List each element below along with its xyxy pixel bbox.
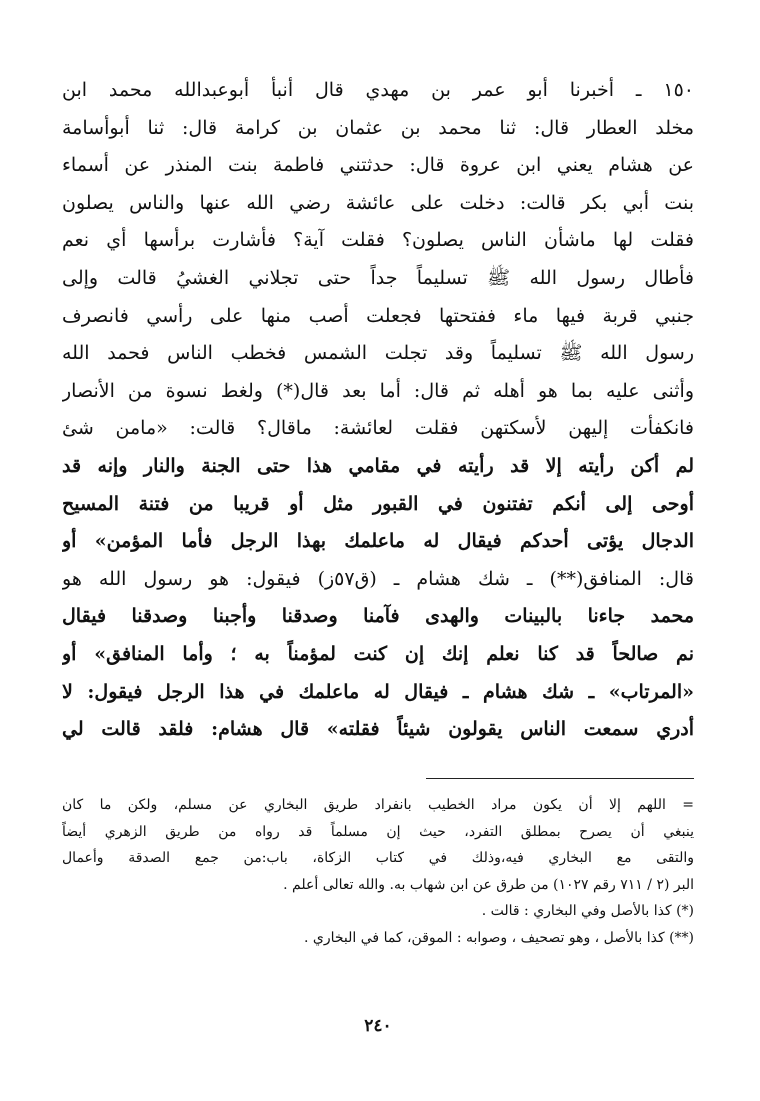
text-line — [62, 222, 694, 260]
text-line — [62, 410, 694, 448]
footnote-line: (*) كذا بالأصل وفي البخاري : قالت . — [481, 903, 694, 919]
line-text: نم صالحاً قد كنا نعلم إنك إن كنت لمؤمناً به ؛ وأما المنافق» أو — [62, 642, 694, 665]
line-text: «المرتاب» ـ شك هشام ـ فيقال له ماعلمك في هذا الرجل فيقول: لا — [62, 680, 694, 703]
text-line — [62, 72, 694, 110]
text-line — [62, 110, 694, 148]
footnote-line: البر (٢ / ٧١١ رقم ١٠٢٧) من طرق عن ابن شهاب به. والله تعالى أعلم . — [283, 876, 694, 893]
text-line — [62, 373, 694, 411]
footnote-line: = اللهم إلا أن يكون مراد الخطيب بانفراد طريق البخاري عن مسلم، ولكن ما كان — [62, 797, 694, 813]
line-text: قال: المنافق(**) ـ شك هشام ـ (ق٥٧ز) فيقول: هو رسول الله هو — [62, 567, 694, 590]
text-line — [62, 298, 694, 336]
line-text: الدجال يؤتى أحدكم فيقال له ماعلمك بهذا الرجل فأما المؤمن» أو — [62, 530, 694, 553]
line-text: جنبي قربة فيها ماء ففتحتها فجعلت أصب منها على رأسي فانصرف — [62, 304, 694, 327]
text-line — [62, 448, 694, 486]
line-text: مخلد العطار قال: ثنا محمد بن عثمان بن كرامة قال: ثنا أبوأسامة — [62, 116, 694, 139]
footnote-line: ينبغي أن يصرح بمطلق التفرد، حيث إن مسلماً قد رواه من طريق الزهري أيضاً — [62, 823, 694, 840]
line-text: فانكفأت إليهن لأسكتهن فقلت لعائشة: ماقال؟ قالت: «مامن شئ — [62, 417, 694, 440]
line-text: عن هشام يعني ابن عروة قال: حدثتني فاطمة بنت المنذر عن أسماء — [62, 154, 694, 177]
line-text: وأثنى عليه بما هو أهله ثم قال: أما بعد قال(*) ولغط نسوة من الأنصار — [62, 379, 694, 402]
text-line — [62, 486, 694, 524]
text-line — [62, 335, 694, 373]
text-line — [62, 561, 694, 599]
text-line — [62, 147, 694, 185]
footnote-line: والتقى مع البخاري فيه،وذلك في كتاب الزكاة، باب:من جمع الصدقة وأعمال — [62, 850, 694, 866]
line-text: رسول الله ﷺ تسليماً وقد تجلت الشمس فخطب الناس فحمد الله — [62, 342, 694, 365]
footnotes — [62, 792, 694, 951]
line-text: ١٥٠ ـ أخبرنا أبو عمر بن مهدي قال أنبأ أبوعبدالله محمد ابن — [62, 79, 694, 101]
footnote-divider — [426, 778, 694, 779]
text-line — [62, 636, 694, 674]
text-line — [62, 185, 694, 223]
text-line — [62, 598, 694, 636]
page-number: ٢٤٠ — [364, 1016, 392, 1036]
text-line — [62, 674, 694, 712]
hadith-text — [62, 72, 694, 749]
line-text: محمد جاءنا بالبينات والهدى فآمنا وصدقنا وأجبنا وصدقنا فيقال — [62, 605, 694, 628]
text-line — [62, 523, 694, 561]
line-text: أدري سمعت الناس يقولون شيئاً فقلته» قال هشام: فلقد قالت لي — [62, 718, 694, 741]
line-text: أوحى إلى أنكم تفتنون في القبور مثل أو قريبا من فتنة المسيح — [62, 492, 694, 515]
line-text: بنت أبي بكر قالت: دخلت على عائشة رضي الله عنها والناس يصلون — [62, 191, 694, 214]
footnote-line: (**) كذا بالأصل ، وهو تصحيف ، وصوابه : الموقن، كما في البخاري . — [304, 929, 694, 946]
line-text: فأطال رسول الله ﷺ تسليماً جداً حتى تجلاني الغشيُ قالت وإلى — [62, 266, 694, 289]
text-line — [62, 260, 694, 298]
text-line — [62, 711, 694, 749]
line-text: لم أكن رأيته إلا قد رأيته في مقامي هذا حتى الجنة والنار وإنه قد — [62, 454, 694, 477]
line-text: فقلت لها ماشأن الناس يصلون؟ فقلت آية؟ فأشارت برأسها أي نعم — [62, 229, 694, 252]
book-page — [62, 72, 694, 1072]
